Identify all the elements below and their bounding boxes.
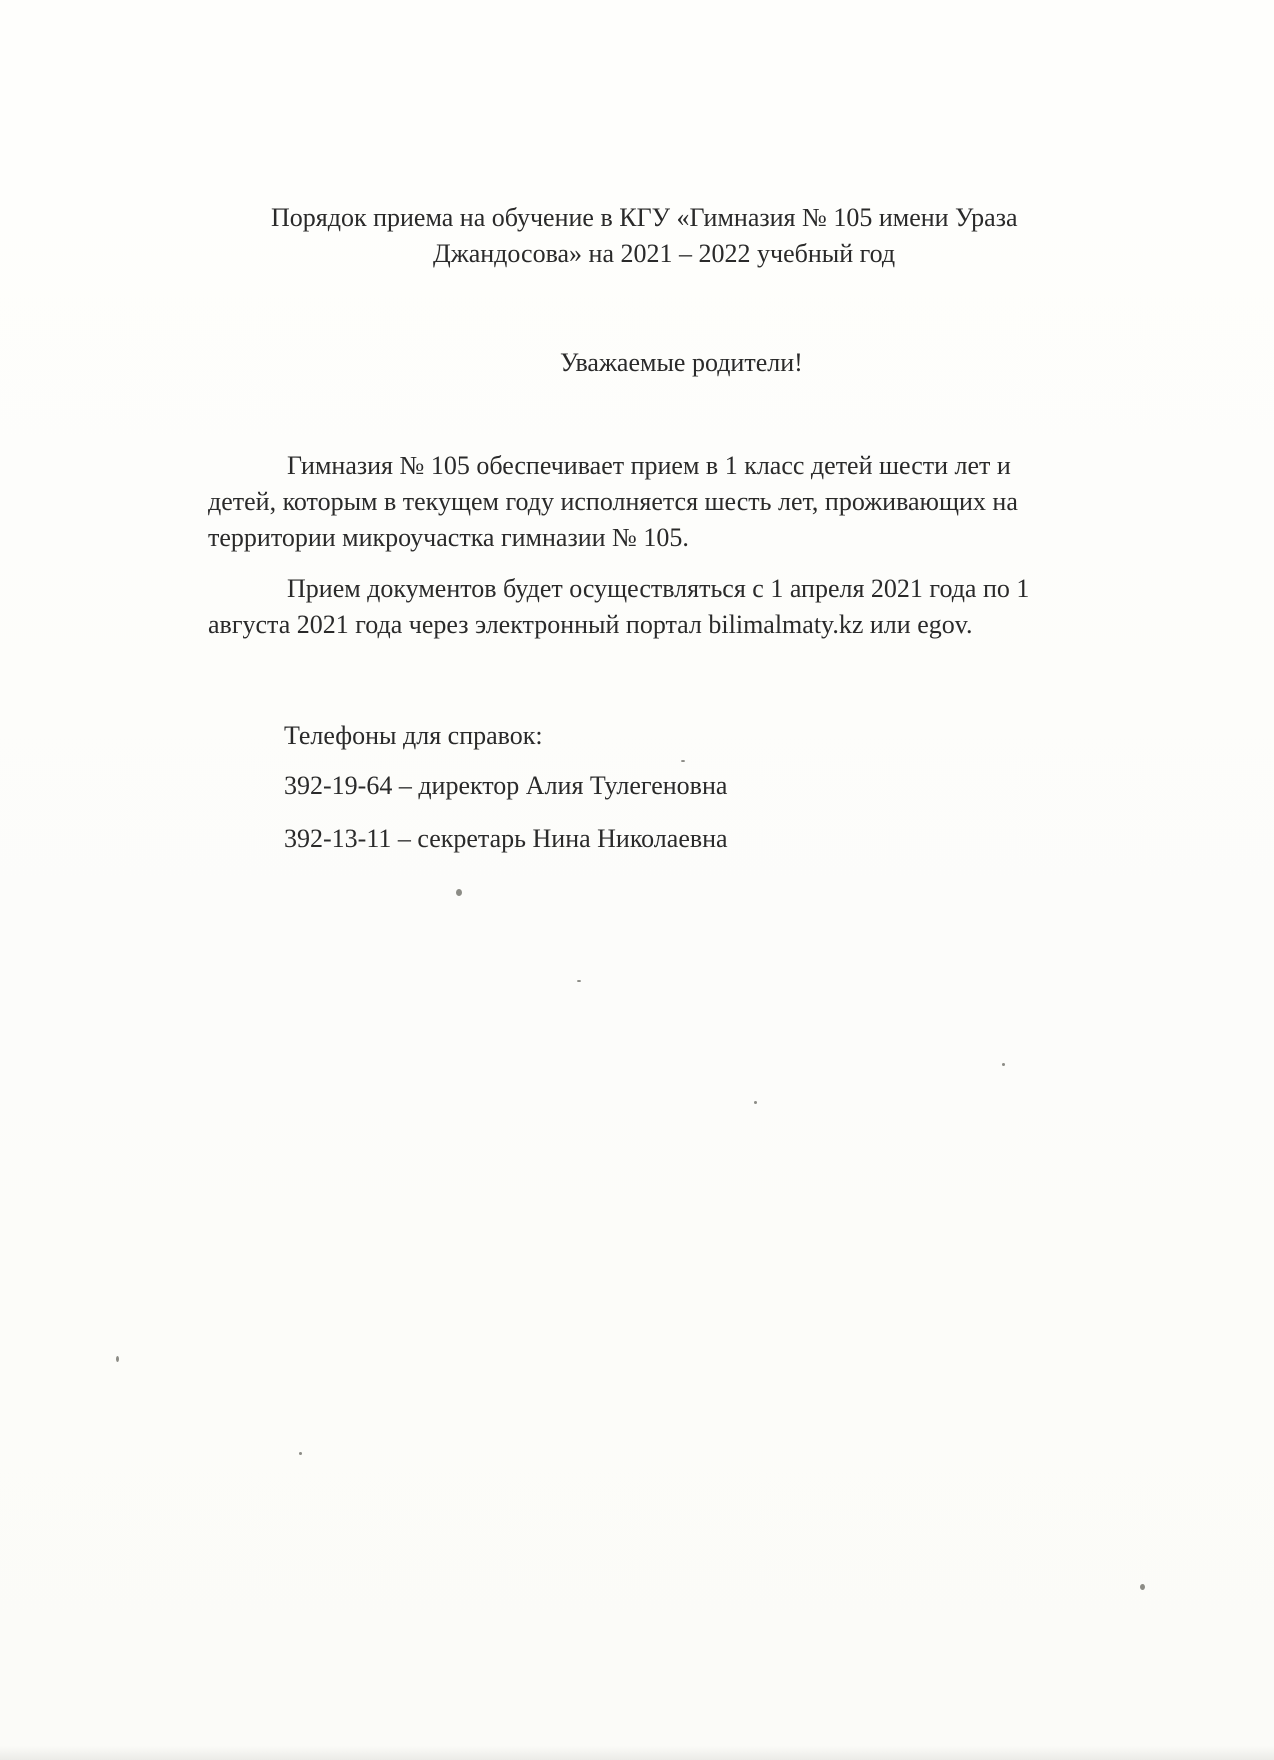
scan-speck (1002, 1063, 1005, 1066)
scan-speck (1140, 1584, 1145, 1590)
document-title-line-2: Джандосова» на 2021 – 2022 учебный год (433, 239, 896, 268)
paragraph-2-line-2: августа 2021 года через электронный портал bilimalmaty.kz или egov. (208, 610, 973, 639)
paragraph-2-line-1: Прием документов будет осуществляться с 1 апреля 2021 года по 1 (287, 574, 1030, 603)
contact-secretary: 392-13-11 – секретарь Нина Николаевна (284, 824, 728, 853)
paragraph-1-line-1: Гимназия № 105 обеспечивает прием в 1 класс детей шести лет и (287, 451, 1011, 480)
document-title-line-1: Порядок приема на обучение в КГУ «Гимназия № 105 имени Ураза (271, 203, 1018, 232)
paragraph-1-line-2: детей, которым в текущем году исполняется шесть лет, проживающих на (208, 487, 1018, 516)
scan-bottom-edge (0, 1746, 1274, 1760)
paragraph-1-line-3: территории микроучастка гимназии № 105. (208, 523, 689, 552)
contacts-heading: Телефоны для справок: (284, 721, 543, 750)
scan-speck (299, 1452, 302, 1455)
scan-speck (681, 760, 685, 762)
scan-speck (116, 1356, 119, 1362)
scan-speck (754, 1101, 757, 1104)
contact-director: 392-19-64 – директор Алия Тулегеновна (284, 771, 728, 800)
scan-speck (577, 980, 581, 982)
greeting: Уважаемые родители! (560, 348, 803, 377)
scan-speck (456, 889, 462, 896)
